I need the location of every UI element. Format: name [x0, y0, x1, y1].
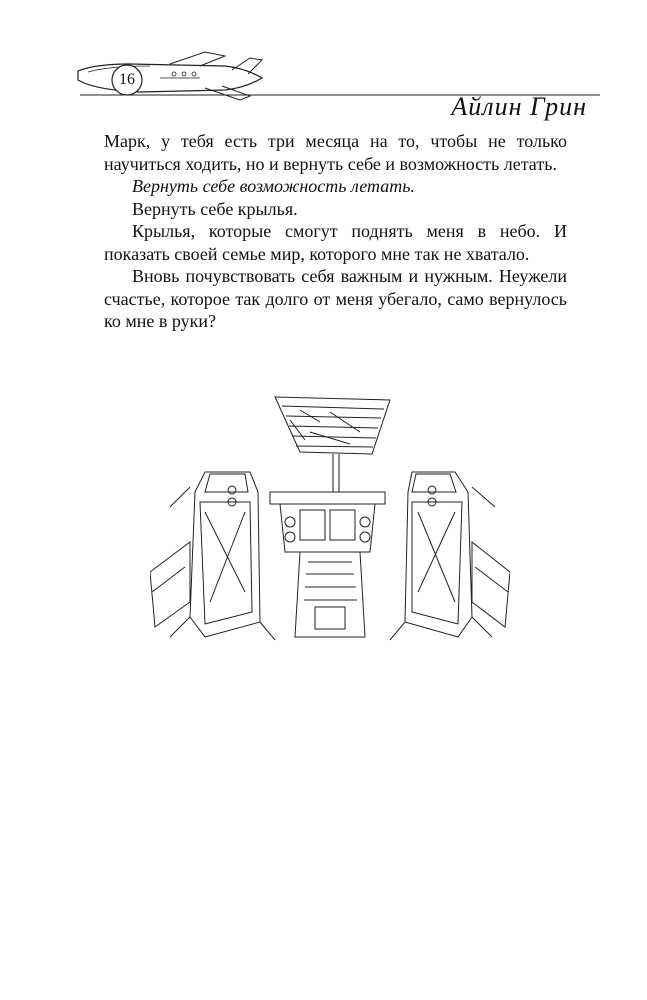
paragraph: Вернуть себе возможность летать. [132, 176, 415, 196]
body-text [104, 130, 567, 333]
cockpit-illustration [150, 392, 510, 652]
running-head-author: Айлин Грин [451, 92, 587, 121]
paragraph: Марк, у тебя есть три месяца на то, чтобы не только научиться ходить, но и вернуть себе и возможность летать. [104, 131, 567, 174]
paragraph: Вернуть себе крылья. [132, 198, 298, 219]
paragraph: Крылья, которые смогут поднять меня в небо. И показать своей семье мир, которого мне так не хватало. [104, 221, 567, 264]
page-header [0, 0, 647, 120]
page-number: 16 [119, 71, 135, 88]
paragraph: Вновь почувствовать себя важным и нужным. Неужели счастье, которое так долго от меня убегало, само вернулось ко мне в руки? [104, 266, 567, 331]
